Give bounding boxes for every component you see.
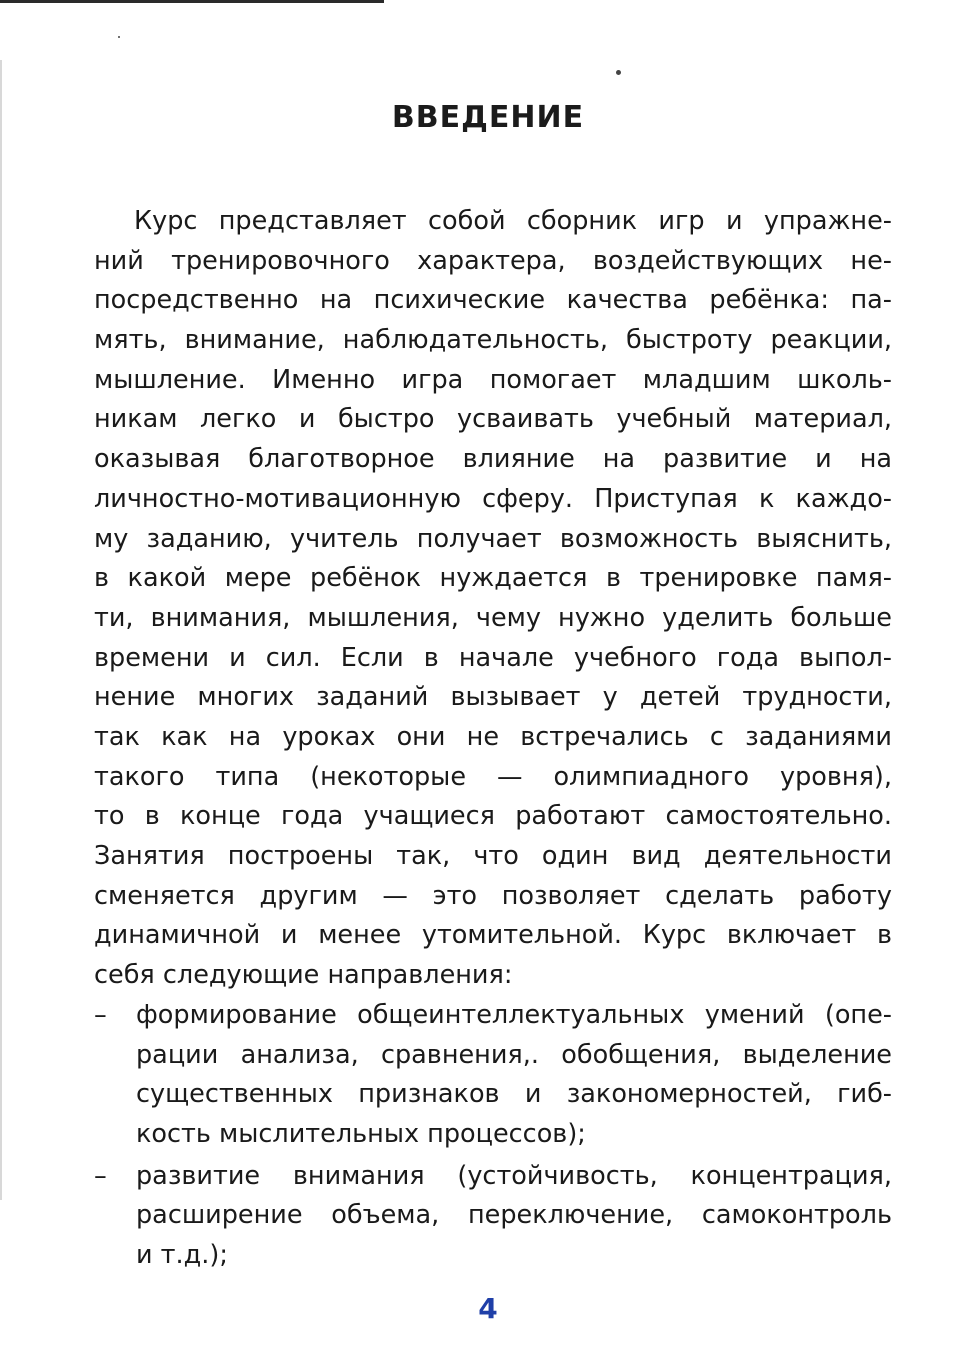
text-line: времени и сил. Если в начале учебного года выпол- bbox=[94, 642, 892, 673]
text-line: существенных признаков и закономерностей, гиб- bbox=[136, 1079, 892, 1110]
text-line: Курс представляет собой сборник игр и упражне- bbox=[134, 206, 892, 236]
text-line: и т.д.); bbox=[136, 1240, 228, 1271]
text-line: посредственно на психические качества ребёнка: па- bbox=[94, 285, 892, 316]
page-edge-shadow bbox=[0, 60, 2, 1200]
top-rule bbox=[0, 0, 384, 3]
text-line: развитие внимания (устойчивость, концентрация, bbox=[136, 1160, 892, 1191]
print-speck bbox=[118, 36, 120, 38]
text-line: то в конце года учащиеся работают самостоятельно. bbox=[94, 801, 892, 832]
text-line: так как на уроках они не встречались с заданиями bbox=[94, 721, 892, 752]
text-line: в какой мере ребёнок нуждается в тренировке памя- bbox=[94, 563, 892, 594]
page-title: ВВЕДЕНИЕ bbox=[391, 100, 585, 135]
text-line: себя следующие направления: bbox=[94, 960, 513, 991]
text-line: му заданию, учитель получает возможность выяснить, bbox=[94, 523, 892, 554]
text-line: динамичной и менее утомительной. Курс включает в bbox=[94, 920, 892, 951]
text-line: рации анализа, сравнения,. обобщения, выделение bbox=[136, 1039, 892, 1070]
page-number: 4 bbox=[478, 1292, 498, 1325]
list-dash: – bbox=[94, 1160, 107, 1191]
text-line: оказывая благотворное влияние на развитие и на bbox=[94, 444, 892, 475]
text-line: ний тренировочного характера, воздействующих не- bbox=[94, 245, 892, 276]
list-dash: – bbox=[94, 1000, 107, 1030]
list-item bbox=[94, 1157, 892, 1276]
text-line: ти, внимания, мышления, чему нужно уделить больше bbox=[94, 602, 892, 633]
text-line: Занятия построены так, что один вид деятельности bbox=[94, 841, 892, 871]
list-item bbox=[94, 996, 892, 1155]
text-line: расширение объема, переключение, самоконтроль bbox=[136, 1200, 892, 1231]
print-speck bbox=[616, 70, 621, 75]
text-line: сменяется другим — это позволяет сделать работу bbox=[94, 880, 892, 911]
text-line: формирование общеинтеллектуальных умений (опе- bbox=[136, 1000, 892, 1030]
text-line: никам легко и быстро усваивать учебный материал, bbox=[94, 404, 892, 435]
intro-paragraph bbox=[94, 202, 892, 996]
text-line: такого типа (некоторые — олимпиадного уровня), bbox=[94, 761, 892, 792]
text-line: кость мыслительных процессов); bbox=[136, 1119, 586, 1150]
text-line: личностно-мотивационную сферу. Приступая к каждо- bbox=[94, 483, 892, 514]
text-line: мышление. Именно игра помогает младшим школь- bbox=[94, 364, 892, 395]
text-line: нение многих заданий вызывает у детей трудности, bbox=[94, 682, 892, 713]
text-line: мять, внимание, наблюдательность, быстроту реакции, bbox=[94, 325, 892, 356]
directions-list bbox=[94, 996, 892, 1276]
